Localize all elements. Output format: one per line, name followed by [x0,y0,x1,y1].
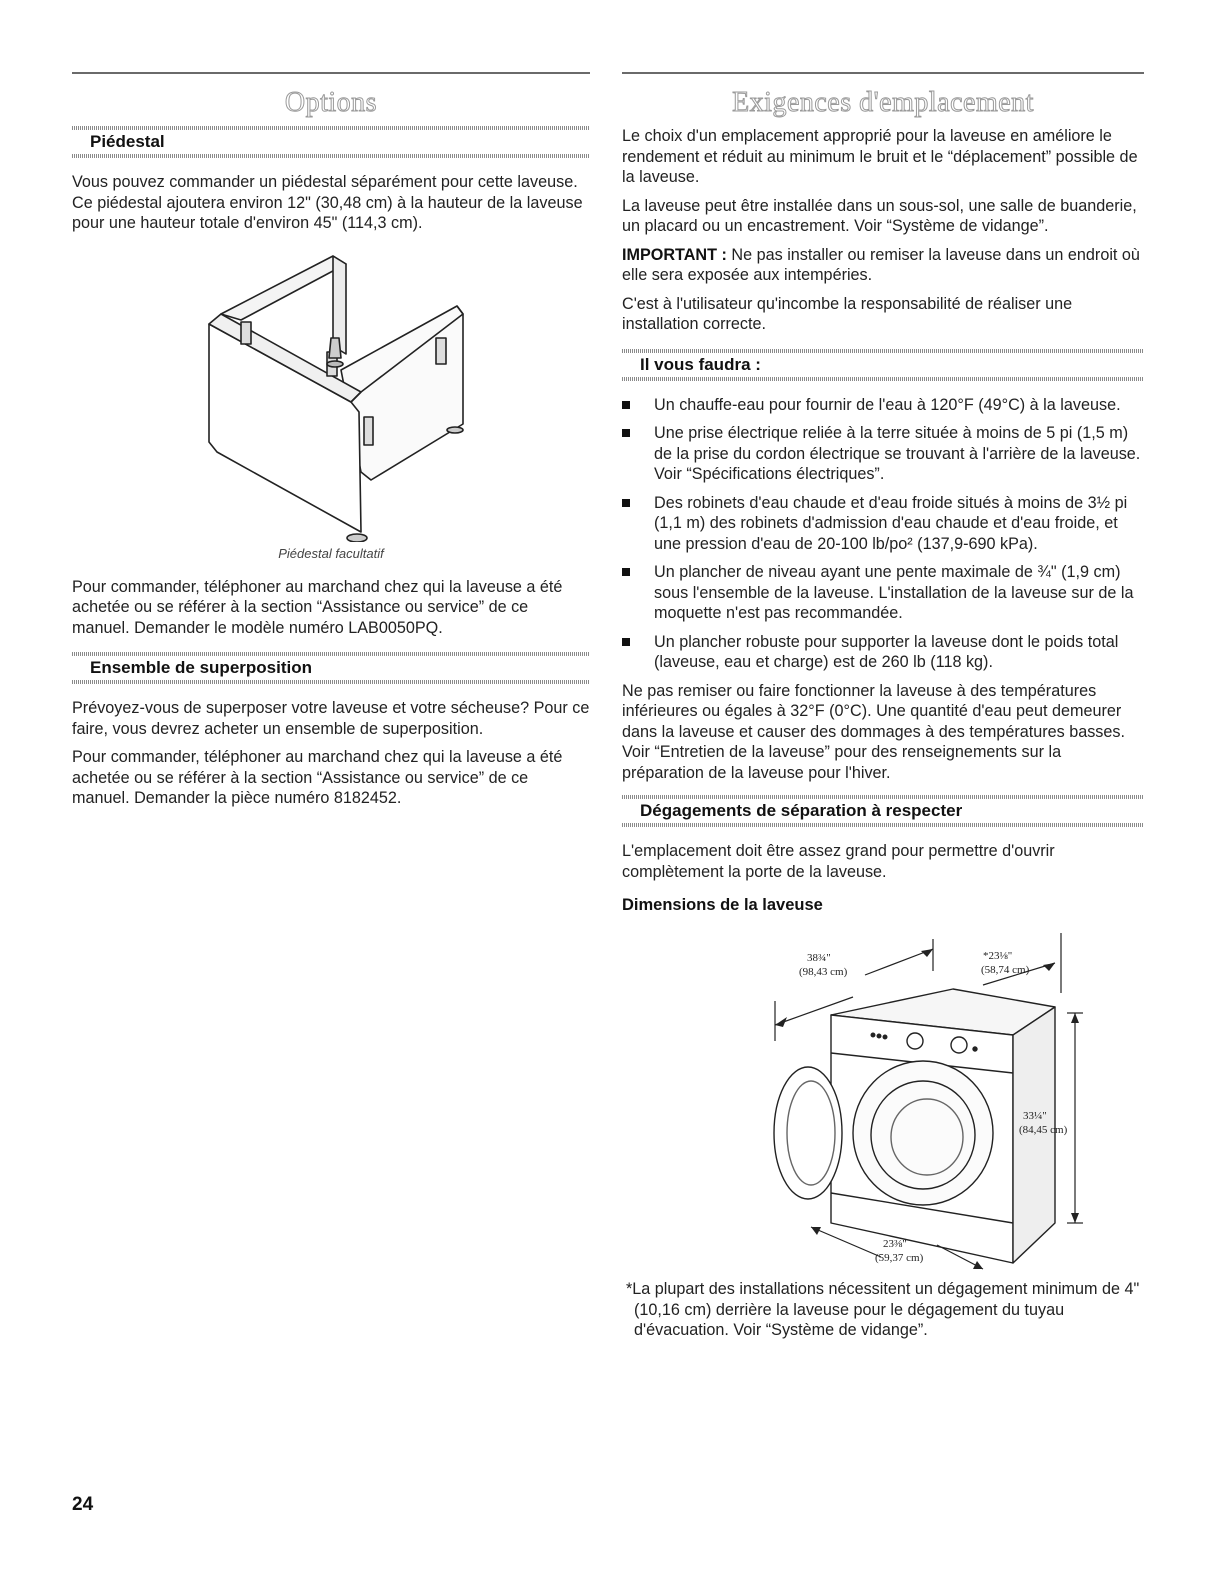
bullet-icon [622,401,630,409]
bullet-icon [622,638,630,646]
list-item: Des robinets d'eau chaude et d'eau froide situés à moins de 3½ pi (1,1 m) des robinets d'admission d'eau chaude et d'eau froide, et une pression d'eau de 20-100 lb/po² (137,9-690 kPa). [622,493,1144,555]
need-heading: Il vous faudra : [622,349,1144,381]
pedestal-illustration [181,242,481,542]
bullet-icon [622,499,630,507]
stacking-order: Pour commander, téléphoner au marchand chez qui la laveuse a été achetée ou se référer à la section “Assistance ou service” de ce manuel. Demander la pièce numéro 8182452. [72,748,563,807]
dimensions-heading: Dimensions de la laveuse [622,896,823,914]
rear-dim-cm: (58,74 cm) [981,964,1030,976]
page-number: 24 [72,1494,94,1515]
location-important [622,245,1144,286]
rear-dim-label: *23⅛" [983,950,1013,962]
location-p3: C'est à l'utilisateur qu'incombe la responsabilité de réaliser une installation correcte. [622,294,1073,333]
washer-dimensions-diagram [683,923,1083,1273]
depth-dim-label: 38¾" [807,952,831,964]
important-text: Ne pas installer ou remiser la laveuse dans un endroit où elle sera exposée aux intempéries. [622,245,1140,284]
clearance-heading: Dégagements de séparation à respecter [622,795,1144,827]
location-p1: Le choix d'un emplacement approprié pour la laveuse en améliore le rendement et réduit au minimum le bruit et le “déplacement” possible de la laveuse. [622,127,1138,186]
location-title: Exigences d'emplacement [732,87,1034,118]
bullet-icon [622,429,630,437]
height-dim-label: 33¼" [1023,1110,1047,1122]
piedestal-heading: Piédestal [72,126,590,158]
list-item: Un chauffe-eau pour fournir de l'eau à 120°F (49°C) à la laveuse. [622,395,1144,416]
bullet-icon [622,568,630,576]
storage-note: Ne pas remiser ou faire fonctionner la laveuse à des températures inférieures ou égales à 32°F (0°C). Une quantité d'eau peut demeurer dans la laveuse et causer des dommages à des températures basses. Voir “Entretien de la laveuse” pour des renseignements sur la préparation de la laveuse pour l'hiver. [622,681,1125,782]
clearance-text: L'emplacement doit être assez grand pour permettre d'ouvrir complètement la porte de la laveuse. [622,842,1055,881]
clearance-footnote: *La plupart des installations nécessitent un dégagement minimum de 4" (10,16 cm) derrière la laveuse pour le dégagement du tuyau d'évacuation. Voir “Système de vidange”. [626,1280,1140,1339]
list-item: Un plancher robuste pour supporter la laveuse dont le poids total (laveuse, eau et charge) est de 260 lb (118 kg). [622,632,1144,673]
height-dim-cm: (84,45 cm) [1019,1124,1068,1136]
piedestal-intro: Vous pouvez commander un piédestal séparément pour cette laveuse. Ce piédestal ajoutera environ 12" (30,48 cm) à la hauteur de la laveuse pour une hauteur totale d'environ 45" (114,3 cm). [72,173,583,232]
important-label: IMPORTANT : [622,245,727,264]
piedestal-order: Pour commander, téléphoner au marchand chez qui la laveuse a été achetée ou se référer à la section “Assistance ou service” de ce manuel. Demander le modèle numéro LAB0050PQ. [72,577,563,637]
need-list [622,395,1144,673]
options-title: Options [284,87,378,118]
stacking-intro: Prévoyez-vous de superposer votre laveuse et votre sécheuse? Pour ce faire, vous devrez acheter un ensemble de superposition. [72,699,590,738]
width-dim-label: 23⅜" [883,1238,907,1250]
options-column [72,72,590,817]
piedestal-caption: Piédestal facultatif [278,545,384,561]
location-p2: La laveuse peut être installée dans un sous-sol, une salle de buanderie, un placard ou un encastrement. Voir “Système de vidange”. [622,196,1137,235]
location-column [622,72,1144,1349]
width-dim-cm: (59,37 cm) [875,1252,924,1264]
list-item: Une prise électrique reliée à la terre située à moins de 5 pi (1,5 m) de la prise du cordon électrique se trouvant à l'arrière de la laveuse. Voir “Spécifications électriques”. [622,423,1144,485]
depth-dim-cm: (98,43 cm) [799,966,848,978]
list-item: Un plancher de niveau ayant une pente maximale de ¾" (1,9 cm) sous l'ensemble de la laveuse. L'installation de la laveuse sur de la moquette n'est pas recommandée. [622,562,1144,624]
stacking-heading: Ensemble de superposition [72,652,590,684]
